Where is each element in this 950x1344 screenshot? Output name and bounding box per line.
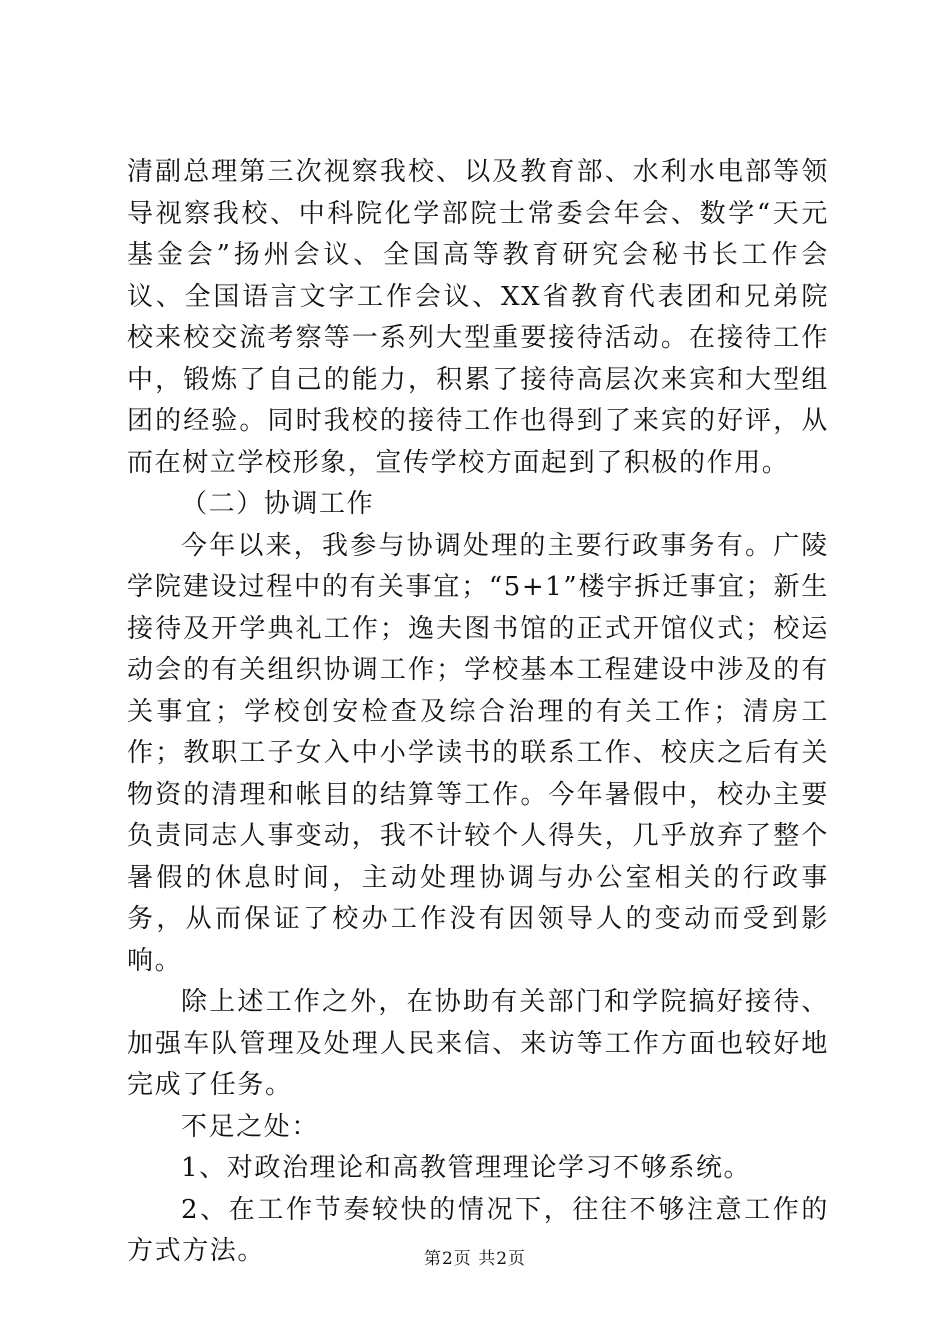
paragraph-reception-continued: 清副总理第三次视察我校、以及教育部、水利水电部等领导视察我校、中科院化学部院士常委会年会、数学“天元基金会”扬州会议、全国高等教育研究会秘书长工作会议、全国语言文字工作会议、XX省教育代表团和兄弟院校来校交流考察等一系列大型重要接待活动。在接待工作中，锻炼了自己的能力，积累了接待高层次来宾和大型组团的经验。同时我校的接待工作也得到了来宾的好评，从而在树立学校形象，宣传学校方面起到了积极的作用。: [127, 157, 829, 478]
shortcomings-heading: 不足之处：: [181, 1111, 320, 1142]
paragraph-coordination-work: 今年以来，我参与协调处理的主要行政事务有。广陵学院建设过程中的有关事宜；“5+1”楼宇拆迁事宜；新生接待及开学典礼工作；逸夫图书馆的正式开馆仪式；校运动会的有关组织协调工作；学校基本工程建设中涉及的有关事宜；学校创安检查及综合治理的有关工作；清房工作；教职工子女入中小学读书的联系工作、校庆之后有关物资的清理和帐目的结算等工作。今年暑假中，校办主要负责同志人事变动，我不计较个人得失，几乎放弃了整个暑假的休息时间，主动处理协调与办公室相关的行政事务，从而保证了校办工作没有因领导人的变动而受到影响。: [127, 530, 829, 976]
document-body: [127, 152, 829, 1273]
shortcoming-item-1: 1、对政治理论和高教管理理论学习不够系统。: [181, 1153, 752, 1183]
paragraph-other-work: 除上述工作之外，在协助有关部门和学院搞好接待、加强车队管理及处理人民来信、来访等工作方面也较好地完成了任务。: [127, 987, 829, 1100]
shortcoming-item-2: 2、在工作节奏较快的情况下，往往不够注意工作的方式方法。: [127, 1194, 829, 1266]
page-number-footer: 第2页 共2页: [423, 1249, 527, 1269]
section-heading-coordination: （二）协调工作: [181, 489, 375, 519]
